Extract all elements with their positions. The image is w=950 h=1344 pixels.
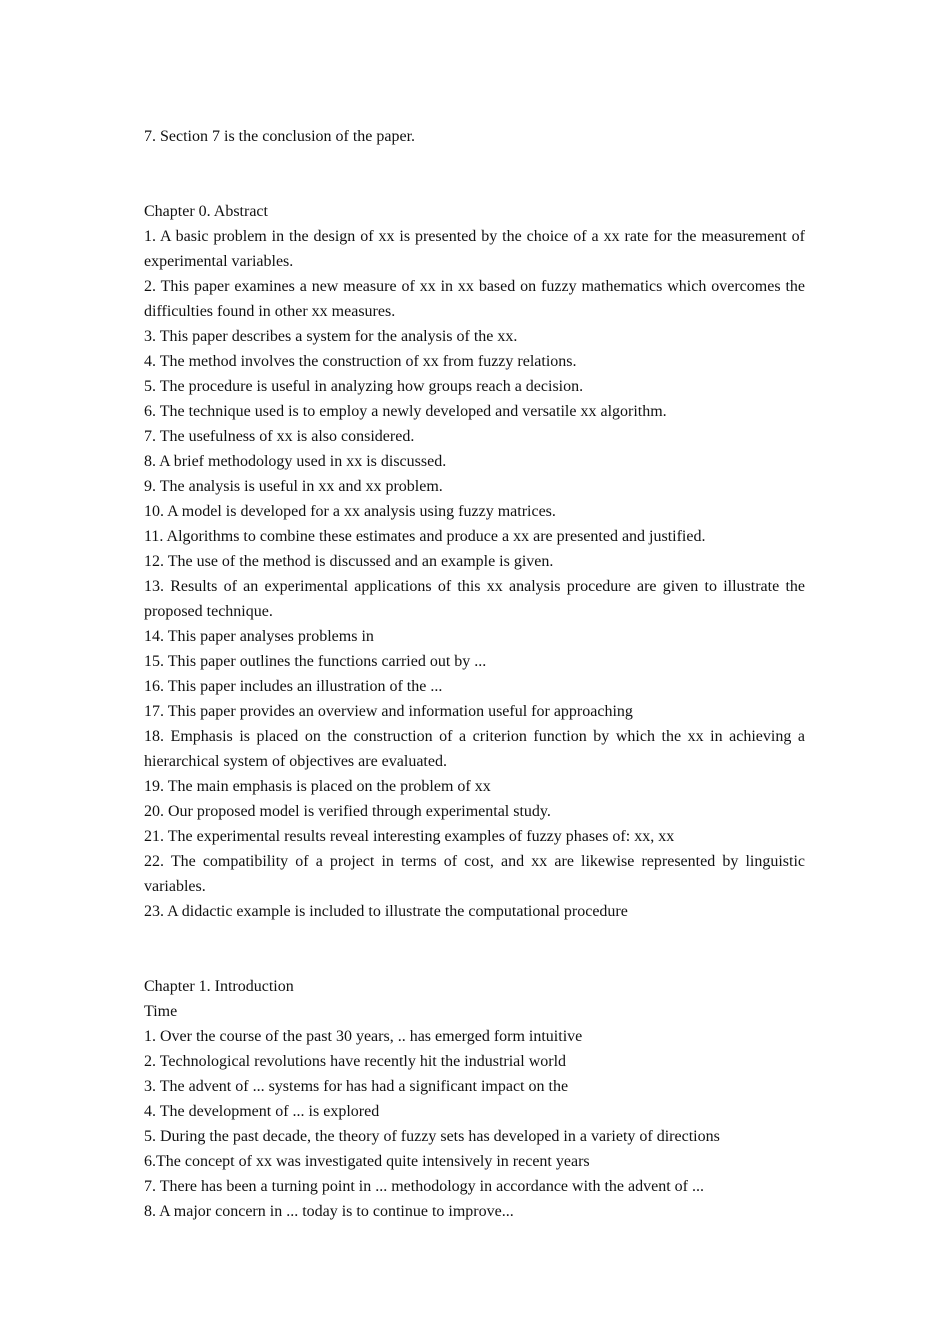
abstract-item: 18. Emphasis is placed on the construction of a criterion function by which the xx in achieving a hierarchical system of objectives are evaluated. [144,728,805,770]
spacer [144,924,805,974]
introduction-item: 5. During the past decade, the theory of fuzzy sets has developed in a variety of directions [144,1128,720,1145]
introduction-item: 4. The development of ... is explored [144,1103,380,1120]
abstract-item: 1. A basic problem in the design of xx is presented by the choice of a xx rate for the measurement of experimental variables. [144,228,805,270]
document-page [144,124,805,1224]
abstract-item: 19. The main emphasis is placed on the problem of xx [144,778,491,795]
abstract-item: 12. The use of the method is discussed and an example is given. [144,553,554,570]
introduction-heading: Chapter 1. Introduction [144,978,294,995]
abstract-item: 11. Algorithms to combine these estimates and produce a xx are presented and justified. [144,528,706,545]
abstract-item: 3. This paper describes a system for the analysis of the xx. [144,328,518,345]
abstract-item: 9. The analysis is useful in xx and xx problem. [144,478,443,495]
introduction-item: 6.The concept of xx was investigated quite intensively in recent years [144,1153,590,1170]
section-7-note: 7. Section 7 is the conclusion of the paper. [144,128,416,145]
abstract-item: 6. The technique used is to employ a newly developed and versatile xx algorithm. [144,403,667,420]
abstract-item: 21. The experimental results reveal interesting examples of fuzzy phases of: xx, xx [144,828,675,845]
abstract-item: 10. A model is developed for a xx analysis using fuzzy matrices. [144,503,556,520]
abstract-item: 15. This paper outlines the functions carried out by ... [144,653,487,670]
abstract-item: 13. Results of an experimental applications of this xx analysis procedure are given to illustrate the proposed technique. [144,578,805,620]
abstract-item: 16. This paper includes an illustration of the ... [144,678,443,695]
introduction-item: 1. Over the course of the past 30 years, .. has emerged form intuitive [144,1028,583,1045]
abstract-item: 23. A didactic example is included to illustrate the computational procedure [144,903,628,920]
abstract-item: 14. This paper analyses problems in [144,628,374,645]
introduction-item: 2. Technological revolutions have recently hit the industrial world [144,1053,567,1070]
abstract-item: 8. A brief methodology used in xx is discussed. [144,453,447,470]
introduction-item: 3. The advent of ... systems for has had a significant impact on the [144,1078,569,1095]
abstract-item: 2. This paper examines a new measure of xx in xx based on fuzzy mathematics which overcomes the difficulties found in other xx measures. [144,278,805,320]
abstract-heading: Chapter 0. Abstract [144,203,268,220]
abstract-item: 20. Our proposed model is verified through experimental study. [144,803,551,820]
introduction-item: 8. A major concern in ... today is to continue to improve... [144,1203,514,1220]
abstract-item: 4. The method involves the construction of xx from fuzzy relations. [144,353,577,370]
abstract-item: 5. The procedure is useful in analyzing how groups reach a decision. [144,378,584,395]
introduction-subheading: Time [144,1003,178,1020]
abstract-item: 7. The usefulness of xx is also considered. [144,428,415,445]
abstract-item: 17. This paper provides an overview and information useful for approaching [144,703,633,720]
introduction-item: 7. There has been a turning point in ... methodology in accordance with the advent of ... [144,1178,704,1195]
abstract-item: 22. The compatibility of a project in terms of cost, and xx are likewise represented by linguistic variables. [144,853,805,895]
spacer [144,149,805,199]
